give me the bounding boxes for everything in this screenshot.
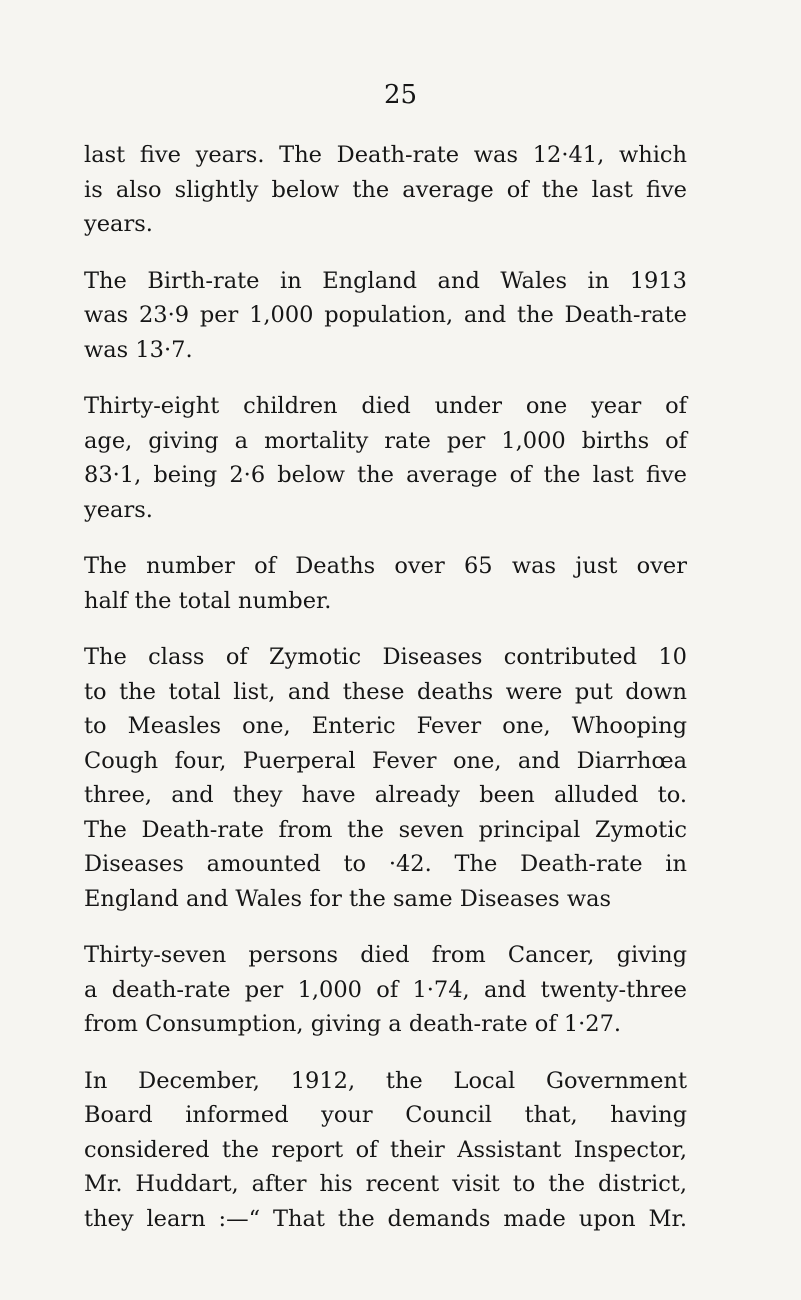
text-line: 83·1, being 2·6 below the average of the last five bbox=[84, 462, 687, 488]
text-line: The class of Zymotic Diseases contributed 10 bbox=[84, 644, 687, 670]
text-line: three, and they have already been alluded to. bbox=[84, 782, 687, 808]
paragraph-deaths-over-65 bbox=[84, 549, 687, 618]
text-line: The Death-rate from the seven principal Zymotic bbox=[84, 816, 687, 843]
text-line: The Birth-rate in England and Wales in 1913 bbox=[84, 267, 687, 294]
paragraph-england-wales-rates bbox=[84, 264, 687, 368]
text-line: to the total list, and these deaths were put down bbox=[84, 678, 687, 705]
text-line: years. bbox=[84, 496, 153, 523]
paragraph-death-rate bbox=[84, 138, 687, 242]
text-line: Board informed your Council that, having bbox=[84, 1102, 687, 1128]
text-line: last five years. The Death-rate was 12·41, which bbox=[84, 142, 687, 168]
text-line: Cough four, Puerperal Fever one, and Diarrhœa bbox=[84, 747, 687, 774]
body-text bbox=[84, 138, 687, 1236]
text-line: considered the report of their Assistant Inspector, bbox=[84, 1136, 687, 1163]
text-line: Mr. Huddart, after his recent visit to the district, bbox=[84, 1171, 687, 1197]
text-line: Thirty-eight children died under one year of bbox=[84, 393, 687, 419]
page-number: 25 bbox=[383, 80, 418, 110]
text-line: was 23·9 per 1,000 population, and the Death-rate bbox=[84, 302, 687, 328]
paragraph-infant-mortality bbox=[84, 389, 687, 527]
text-line: a death-rate per 1,000 of 1·74, and twenty-three bbox=[84, 976, 687, 1003]
text-line: In December, 1912, the Local Government bbox=[84, 1067, 687, 1094]
text-line: to Measles one, Enteric Fever one, Whooping bbox=[84, 713, 687, 739]
paragraph-local-government-board bbox=[84, 1064, 687, 1237]
text-line: from Consumption, giving a death-rate of 1·27. bbox=[84, 1011, 622, 1037]
text-line: is also slightly below the average of the last five bbox=[84, 176, 687, 203]
text-line: age, giving a mortality rate per 1,000 births of bbox=[84, 427, 687, 454]
text-line: The number of Deaths over 65 was just over bbox=[84, 553, 687, 579]
paragraph-zymotic-diseases bbox=[84, 640, 687, 916]
text-line: years. bbox=[84, 211, 153, 237]
text-line: they learn :—“ That the demands made upon Mr. bbox=[84, 1205, 687, 1232]
text-line: Thirty-seven persons died from Cancer, giving bbox=[84, 942, 687, 968]
text-line: Diseases amounted to ·42. The Death-rate in bbox=[84, 851, 687, 877]
text-line: England and Wales for the same Diseases was bbox=[84, 885, 612, 912]
text-line: was 13·7. bbox=[84, 336, 193, 363]
text-line: half the total number. bbox=[84, 587, 332, 614]
paragraph-cancer-consumption bbox=[84, 938, 687, 1042]
